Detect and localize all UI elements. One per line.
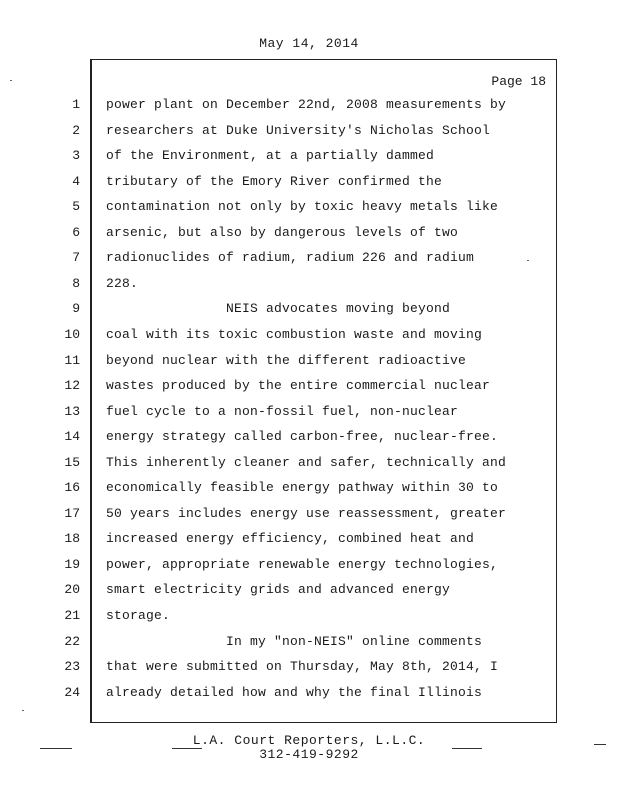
transcript-line: 228. — [106, 276, 139, 291]
transcript-line: smart electricity grids and advanced energy — [106, 582, 451, 597]
transcript-line: that were submitted on Thursday, May 8th, 2014, I — [106, 659, 499, 674]
line-number: 19 — [64, 557, 80, 572]
line-number: 2 — [72, 123, 80, 138]
transcript-line: already detailed how and why the final Illinois — [106, 685, 483, 700]
line-number: 15 — [64, 455, 80, 470]
line-number: 5 — [72, 199, 80, 214]
line-number: 11 — [64, 353, 80, 368]
transcript-line: radionuclides of radium, radium 226 and radium — [106, 250, 475, 265]
transcript-line: power plant on December 22nd, 2008 measurements by — [106, 97, 507, 112]
line-number: 3 — [72, 148, 80, 163]
transcript-line: contamination not only by toxic heavy metals like — [106, 199, 499, 214]
footer-rule-right — [594, 744, 606, 745]
line-number: 16 — [64, 480, 80, 495]
line-number: 8 — [72, 276, 80, 291]
line-number: 10 — [64, 327, 80, 342]
transcript-line: NEIS advocates moving beyond — [106, 301, 451, 316]
transcript-line: of the Environment, at a partially dammed — [106, 148, 435, 163]
footer-rule-mid-right — [452, 748, 482, 749]
line-number: 21 — [64, 608, 80, 623]
transcript-line: energy strategy called carbon-free, nuclear-free. — [106, 429, 499, 444]
line-number: 20 — [64, 582, 80, 597]
transcript-line: 50 years includes energy use reassessment, greater — [106, 506, 507, 521]
footer-phone: 312-419-9292 — [259, 747, 359, 762]
transcript-line: fuel cycle to a non-fossil fuel, non-nuclear — [106, 404, 459, 419]
transcript-line: beyond nuclear with the different radioactive — [106, 353, 467, 368]
transcript-line: arsenic, but also by dangerous levels of two — [106, 225, 459, 240]
line-number: 9 — [72, 301, 80, 316]
line-number: 6 — [72, 225, 80, 240]
margin-rule — [90, 59, 92, 722]
transcript-line: increased energy efficiency, combined heat and — [106, 531, 475, 546]
transcript-line: researchers at Duke University's Nicholas School — [106, 123, 491, 138]
date-header: May 14, 2014 — [259, 36, 359, 51]
transcript-line: This inherently cleaner and safer, technically and — [106, 455, 507, 470]
transcript-line: economically feasible energy pathway within 30 to — [106, 480, 499, 495]
line-number: 4 — [72, 174, 80, 189]
line-number: 24 — [64, 685, 80, 700]
footer-rule-mid-left — [172, 748, 202, 749]
line-number: 22 — [64, 634, 80, 649]
transcript-line: storage. — [106, 608, 171, 623]
scan-speck — [527, 260, 529, 261]
line-number: 23 — [64, 659, 80, 674]
line-number: 18 — [64, 531, 80, 546]
line-number: 13 — [64, 404, 80, 419]
line-number: 7 — [72, 250, 80, 265]
line-number: 12 — [64, 378, 80, 393]
transcript-line: power, appropriate renewable energy technologies, — [106, 557, 499, 572]
footer-rule-left — [40, 748, 72, 749]
scan-speck — [10, 80, 12, 81]
transcript-line: wastes produced by the entire commercial nuclear — [106, 378, 491, 393]
footer-reporter: L.A. Court Reporters, L.L.C. — [192, 733, 426, 748]
transcript-line: tributary of the Emory River confirmed the — [106, 174, 443, 189]
line-number: 17 — [64, 506, 80, 521]
line-number: 14 — [64, 429, 80, 444]
line-number: 1 — [72, 97, 80, 112]
transcript-line: In my "non-NEIS" online comments — [106, 634, 483, 649]
transcript-line: coal with its toxic combustion waste and moving — [106, 327, 483, 342]
page-number: Page 18 — [491, 74, 546, 89]
scan-speck — [22, 710, 24, 711]
